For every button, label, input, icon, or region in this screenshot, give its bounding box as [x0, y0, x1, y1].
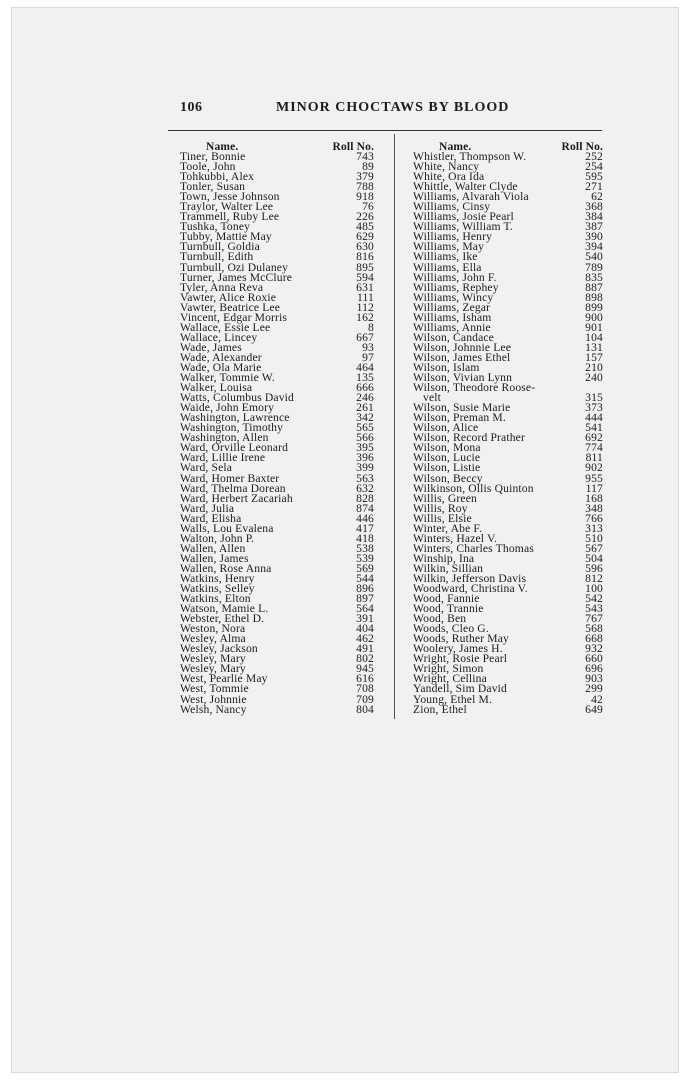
- member-name: Watkins, Elton: [180, 592, 251, 606]
- roll-number: 666: [356, 381, 374, 395]
- roll-number: 117: [585, 481, 603, 495]
- member-name: Ward, Lillie Irene: [180, 451, 266, 465]
- roll-number: 903: [585, 672, 603, 686]
- roll-number: 900: [585, 310, 603, 324]
- roll-number: 540: [585, 250, 603, 264]
- member-name: Wallace, Essie Lee: [180, 320, 271, 334]
- member-name: Wright, Rosie Pearl: [413, 652, 508, 666]
- roll-number: 104: [585, 330, 603, 344]
- roll-number: 649: [585, 702, 603, 716]
- roll-column-heading: Roll No.: [332, 141, 374, 153]
- member-name: Wilkin, Jefferson Davis: [413, 571, 527, 585]
- member-name: Wilson, Lucie: [413, 451, 481, 465]
- roll-number: 708: [356, 682, 374, 696]
- roll-number: 157: [585, 350, 603, 364]
- member-name: Ward, Julia: [180, 501, 235, 515]
- column-divider: [394, 134, 395, 719]
- roll-number: 901: [585, 320, 603, 334]
- roll-number: 898: [585, 290, 603, 304]
- member-name: Williams, Ella: [413, 260, 482, 274]
- roll-number: 895: [356, 260, 374, 274]
- roll-number: 804: [356, 702, 374, 716]
- roll-number: 112: [356, 300, 374, 314]
- member-name: Wilson, Beccy: [413, 471, 483, 485]
- member-name: Williams, Annie: [413, 320, 491, 334]
- member-name: Wood, Trannie: [413, 602, 484, 616]
- member-name: Tushka, Toney: [180, 220, 251, 234]
- member-name: Webster, Ethel D.: [180, 612, 265, 626]
- roll-number: 789: [585, 260, 603, 274]
- member-name: Wright, Cellina: [413, 672, 487, 686]
- roll-number: 955: [585, 471, 603, 485]
- roll-number: 254: [585, 160, 603, 174]
- member-name: Wallen, Rose Anna: [180, 561, 272, 575]
- member-name: Watkins, Henry: [180, 571, 255, 585]
- member-name: West, Johnnie: [180, 692, 247, 706]
- member-name: Wilkin, Sillian: [413, 561, 484, 575]
- member-name: Wallace, Lincey: [180, 330, 258, 344]
- roll-number: 315: [585, 391, 603, 405]
- roll-number: 510: [585, 531, 603, 545]
- member-name: Whittle, Walter Clyde: [413, 180, 518, 194]
- member-name: Wilson, James Ethel: [413, 350, 511, 364]
- member-name: Walls, Lou Evalena: [180, 521, 274, 535]
- roll-number: 932: [585, 642, 603, 656]
- member-name: Washington, Allen: [180, 431, 269, 445]
- member-name: Wilson, Candace: [413, 330, 494, 344]
- roll-number: 76: [362, 200, 374, 214]
- roll-number: 567: [585, 541, 603, 555]
- member-name: Williams, Ike: [413, 250, 478, 264]
- roll-number: 897: [356, 592, 374, 606]
- member-name: Wilson, Vivian Lynn: [413, 371, 513, 385]
- roll-number: 629: [356, 230, 374, 244]
- roll-number: 816: [356, 250, 374, 264]
- roll-number: 135: [356, 371, 374, 385]
- member-name: Yandell, Sim David: [413, 682, 507, 696]
- member-name: Walton, John P.: [180, 531, 255, 545]
- roll-number: 485: [356, 220, 374, 234]
- member-name: Wilson, Preman M.: [413, 411, 506, 425]
- member-name: West, Pearlie May: [180, 672, 268, 686]
- roll-number: 812: [585, 571, 603, 585]
- member-name: Wood, Ben: [413, 612, 467, 626]
- roll-number: 595: [585, 170, 603, 184]
- roll-number: 543: [585, 602, 603, 616]
- member-name: Wilson, Mona: [413, 441, 481, 455]
- member-name: Williams, Rephey: [413, 280, 499, 294]
- roll-number: 444: [585, 411, 603, 425]
- member-name: Washington, Lawrence: [180, 411, 290, 425]
- member-name: Wade, James: [180, 340, 242, 354]
- roll-number: 404: [356, 622, 374, 636]
- roll-number: 632: [356, 481, 374, 495]
- member-name: Vawter, Alice Roxie: [180, 290, 277, 304]
- member-name: Wallen, Allen: [180, 541, 246, 555]
- member-name: Ward, Sela: [180, 461, 233, 475]
- member-name: Washington, Timothy: [180, 421, 284, 435]
- member-name: Willis, Green: [413, 491, 477, 505]
- member-name: Turner, James McClure: [180, 270, 293, 284]
- roll-number: 667: [356, 330, 374, 344]
- roll-number: 766: [585, 511, 603, 525]
- roll-entry: [413, 383, 603, 393]
- member-name: Ward, Orville Leonard: [180, 441, 289, 455]
- roll-number: 246: [356, 391, 374, 405]
- roll-number: 299: [585, 682, 603, 696]
- member-name: Wood, Fannie: [413, 592, 480, 606]
- roll-number: 390: [585, 230, 603, 244]
- member-name: Willis, Elsie: [413, 511, 472, 525]
- roll-number: 660: [585, 652, 603, 666]
- member-name: Turnbull, Edith: [180, 250, 254, 264]
- roll-number: 261: [356, 401, 374, 415]
- roll-number: 899: [585, 300, 603, 314]
- member-name: Ward, Elisha: [180, 511, 242, 525]
- member-name: Williams, Isham: [413, 310, 492, 324]
- member-name: Willis, Roy: [413, 501, 468, 515]
- roll-number: 616: [356, 672, 374, 686]
- roll-number: 668: [585, 632, 603, 646]
- roll-number: 271: [585, 180, 603, 194]
- roll-number: 396: [356, 451, 374, 465]
- roll-number: 162: [356, 310, 374, 324]
- roll-number: 828: [356, 491, 374, 505]
- roll-number: 462: [356, 632, 374, 646]
- member-name: Vawter, Beatrice Lee: [180, 300, 281, 314]
- roll-number: 630: [356, 240, 374, 254]
- member-name: Wilson, Johnnie Lee: [413, 340, 512, 354]
- roll-number: 313: [585, 521, 603, 535]
- roll-number: 240: [585, 371, 603, 385]
- member-name: Wade, Alexander: [180, 350, 262, 364]
- member-name: velt: [423, 391, 441, 405]
- roll-number: 788: [356, 180, 374, 194]
- roll-number: 802: [356, 652, 374, 666]
- roll-number: 767: [585, 612, 603, 626]
- roll-number: 464: [356, 360, 374, 374]
- member-name: Williams, Alvarah Viola: [413, 190, 529, 204]
- roll-number: 874: [356, 501, 374, 515]
- roll-number: 226: [356, 210, 374, 224]
- member-name: Wilson, Listie: [413, 461, 481, 475]
- roll-number: 541: [585, 421, 603, 435]
- roll-number: 569: [356, 561, 374, 575]
- member-name: Williams, Wincy: [413, 290, 494, 304]
- roll-number: 373: [585, 401, 603, 415]
- member-name: Whistler, Thompson W.: [413, 150, 527, 163]
- roll-number: 368: [585, 200, 603, 214]
- member-name: Weston, Nora: [180, 622, 246, 636]
- member-name: Town, Jesse Johnson: [180, 190, 280, 204]
- member-name: Winters, Hazel V.: [413, 531, 498, 545]
- member-name: Wade, Ola Marie: [180, 360, 262, 374]
- roll-column-heading: Roll No.: [561, 141, 603, 153]
- roll-number: 743: [356, 150, 374, 163]
- roll-number: 131: [585, 340, 603, 354]
- member-name: Woodward, Christina V.: [413, 582, 528, 596]
- roll-number: 97: [362, 350, 374, 364]
- roll-number: 538: [356, 541, 374, 555]
- member-name: Woolery, James H.: [413, 642, 503, 656]
- member-name: Tohkubbi, Alex: [180, 170, 255, 184]
- roll-number: 564: [356, 602, 374, 616]
- roll-number: 696: [585, 662, 603, 676]
- roll-number: 42: [591, 692, 603, 706]
- roll-number: 887: [585, 280, 603, 294]
- member-name: Young, Ethel M.: [413, 692, 493, 706]
- roll-number: 692: [585, 431, 603, 445]
- member-name: Wilson, Theodore Roose-: [413, 381, 536, 395]
- member-name: Waide, John Emory: [180, 401, 275, 415]
- member-name: Ward, Homer Baxter: [180, 471, 280, 485]
- member-name: Wilkinson, Ollis Quinton: [413, 481, 534, 495]
- member-name: Williams, John F.: [413, 270, 497, 284]
- right-column: [413, 140, 603, 715]
- roll-number: 565: [356, 421, 374, 435]
- roll-number: 93: [362, 340, 374, 354]
- member-name: Watson, Mamie L.: [180, 602, 269, 616]
- page-title: MINOR CHOCTAWS BY BLOOD: [276, 100, 510, 115]
- roll-number: 566: [356, 431, 374, 445]
- roll-entry: [413, 702, 603, 716]
- member-name: Wesley, Alma: [180, 632, 246, 646]
- member-name: Watts, Columbus David: [180, 391, 294, 405]
- member-name: Traylor, Walter Lee: [180, 200, 274, 214]
- roll-number: 631: [356, 280, 374, 294]
- roll-number: 395: [356, 441, 374, 455]
- member-name: Welsh, Nancy: [180, 702, 247, 716]
- roll-number: 774: [585, 441, 603, 455]
- roll-number: 348: [585, 501, 603, 515]
- roll-number: 89: [362, 160, 374, 174]
- roll-entry: [180, 702, 374, 716]
- member-name: West, Tommie: [180, 682, 249, 696]
- member-name: Tyler, Anna Reva: [180, 280, 264, 294]
- roll-number: 168: [585, 491, 603, 505]
- member-name: Williams, William T.: [413, 220, 513, 234]
- roll-number: 811: [585, 451, 603, 465]
- member-name: Williams, Henry: [413, 230, 493, 244]
- member-name: Tubby, Mattie May: [180, 230, 272, 244]
- page-header: [168, 96, 608, 118]
- roll-number: 394: [585, 240, 603, 254]
- roll-number: 446: [356, 511, 374, 525]
- roll-number: 111: [357, 290, 374, 304]
- member-name: Wilson, Islam: [413, 360, 480, 374]
- roll-number: 896: [356, 582, 374, 596]
- roll-number: 399: [356, 461, 374, 475]
- member-name: White, Nancy: [413, 160, 480, 174]
- member-name: Zion, Ethel: [413, 702, 467, 716]
- member-name: Wesley, Mary: [180, 652, 246, 666]
- member-name: Wilson, Record Prather: [413, 431, 525, 445]
- roll-number: 918: [356, 190, 374, 204]
- roll-number: 379: [356, 170, 374, 184]
- roll-number: 945: [356, 662, 374, 676]
- member-name: Turnbull, Goldia: [180, 240, 260, 254]
- member-name: Wallen, James: [180, 551, 249, 565]
- member-name: Wilson, Alice: [413, 421, 479, 435]
- member-name: Wilson, Susie Marie: [413, 401, 511, 415]
- member-name: Winship, Ina: [413, 551, 475, 565]
- member-name: Walker, Louisa: [180, 381, 253, 395]
- left-roll-list: [180, 152, 374, 715]
- member-name: Williams, May: [413, 240, 485, 254]
- member-name: Woods, Cleo G.: [413, 622, 489, 636]
- roll-number: 210: [585, 360, 603, 374]
- left-column: [180, 140, 374, 715]
- name-column-heading: Name.: [206, 141, 239, 153]
- member-name: Walker, Tommie W.: [180, 371, 275, 385]
- member-name: Toole, John: [180, 160, 236, 174]
- name-column-heading: Name.: [439, 141, 472, 153]
- page-number: 106: [180, 100, 203, 115]
- member-name: Vincent, Edgar Morris: [180, 310, 288, 324]
- member-name: White, Ora Ida: [413, 170, 485, 184]
- member-name: Tonler, Susan: [180, 180, 246, 194]
- member-name: Wesley, Jackson: [180, 642, 258, 656]
- member-name: Ward, Herbert Zacariah: [180, 491, 293, 505]
- roll-number: 594: [356, 270, 374, 284]
- roll-number: 596: [585, 561, 603, 575]
- member-name: Winters, Charles Thomas: [413, 541, 534, 555]
- member-name: Ward, Thelma Dorean: [180, 481, 286, 495]
- member-name: Williams, Zegar: [413, 300, 491, 314]
- member-name: Watkins, Selley: [180, 582, 255, 596]
- roll-number: 539: [356, 551, 374, 565]
- member-name: Williams, Josie Pearl: [413, 210, 514, 224]
- roll-number: 100: [585, 582, 603, 596]
- member-name: Trammell, Ruby Lee: [180, 210, 280, 224]
- member-name: Turnbull, Ozi Dulaney: [180, 260, 289, 274]
- member-name: Wesley, Mary: [180, 662, 246, 676]
- member-name: Williams, Cinsy: [413, 200, 491, 214]
- roll-number: 8: [368, 320, 374, 334]
- roll-number: 563: [356, 471, 374, 485]
- roll-number: 384: [585, 210, 603, 224]
- roll-number: 62: [591, 190, 603, 204]
- roll-number: 504: [585, 551, 603, 565]
- roll-number: 544: [356, 571, 374, 585]
- roll-number: 542: [585, 592, 603, 606]
- roll-number: 491: [356, 642, 374, 656]
- roll-number: 387: [585, 220, 603, 234]
- roll-number: 391: [356, 612, 374, 626]
- roll-number: 835: [585, 270, 603, 284]
- header-rule: [168, 130, 602, 131]
- right-roll-list: [413, 152, 603, 715]
- roll-number: 417: [356, 521, 374, 535]
- roll-number: 902: [585, 461, 603, 475]
- member-name: Woods, Ruther May: [413, 632, 509, 646]
- roll-number: 342: [356, 411, 374, 425]
- member-name: Winter, Abe F.: [413, 521, 483, 535]
- roll-number: 252: [585, 150, 603, 163]
- member-name: Wright, Simon: [413, 662, 484, 676]
- member-name: Tiner, Bonnie: [180, 150, 246, 163]
- roll-number: 418: [356, 531, 374, 545]
- roll-number: 568: [585, 622, 603, 636]
- roll-number: 709: [356, 692, 374, 706]
